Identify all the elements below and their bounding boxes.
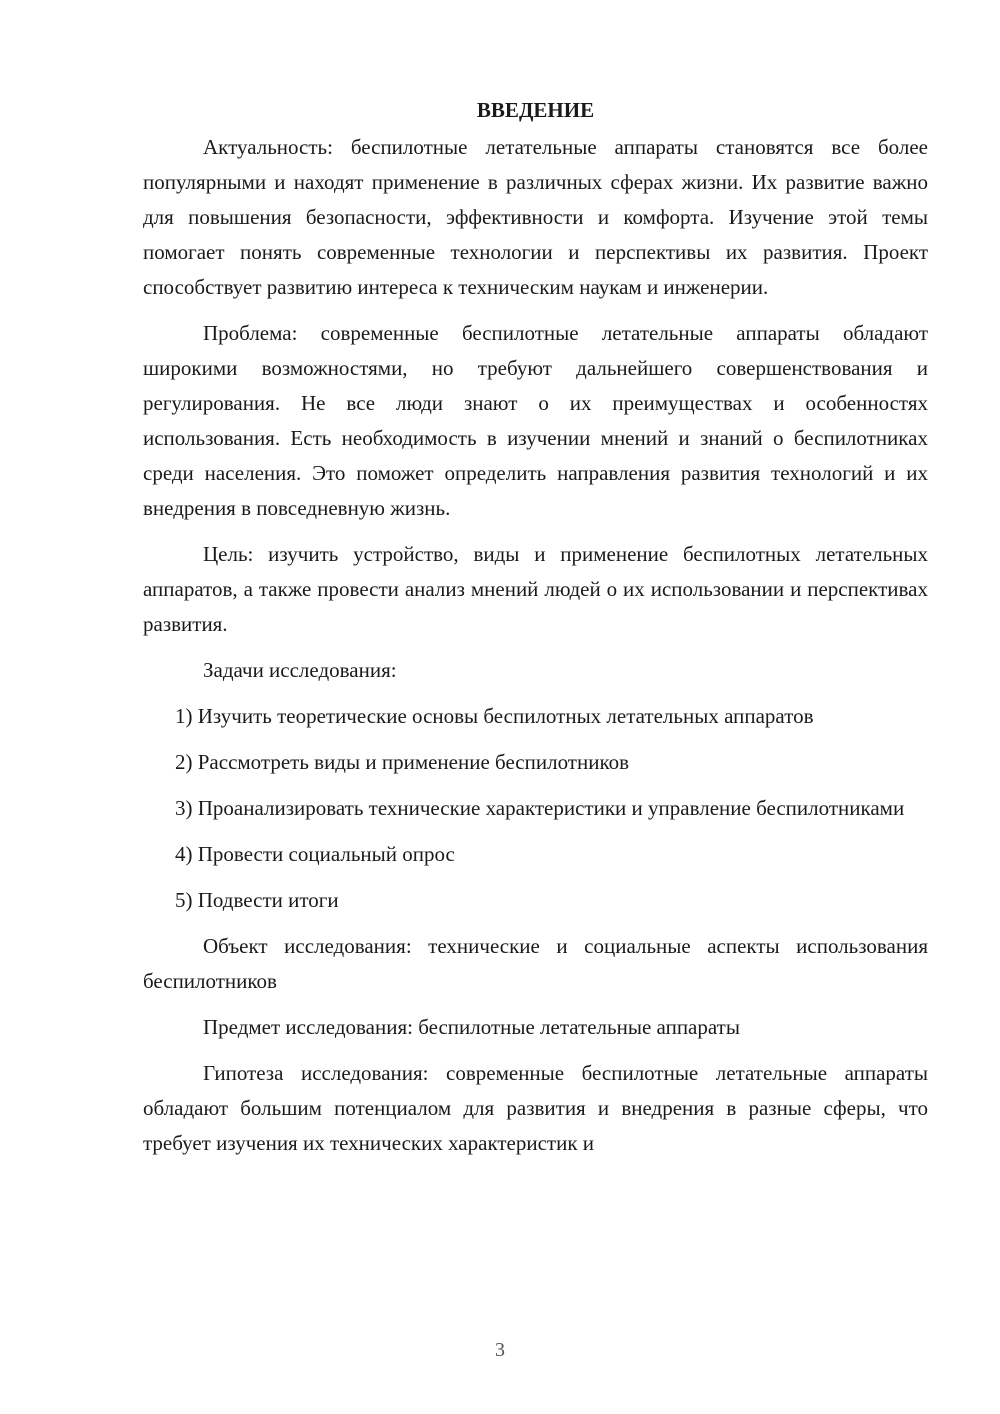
- tasks-intro-paragraph: Задачи исследования:: [203, 658, 397, 682]
- task-item-4: 4) Провести социальный опрос: [175, 842, 455, 866]
- subject-paragraph: Предмет исследования: беспилотные летательные аппараты: [203, 1015, 740, 1039]
- problem-paragraph: Проблема: современные беспилотные летательные аппараты обладают широкими возможностями, но требуют дальнейшего совершенствования и регулирования. Не все люди знают о их преимуществах и особенностях использования. Есть необходимость в изучении мнений и знаний о беспилотниках среди населения. Это поможет определить направления развития технологий и их внедрения в повседневную жизнь.: [143, 321, 928, 520]
- hypothesis-paragraph: Гипотеза исследования: современные беспилотные летательные аппараты обладают большим потенциалом для развития и внедрения в разные сферы, что требует изучения их технических характеристик и: [143, 1061, 928, 1155]
- relevance-paragraph: Актуальность: беспилотные летательные аппараты становятся все более популярными и находят применение в различных сферах жизни. Их развитие важно для повышения безопасности, эффективности и комфорта. Изучение этой темы помогает понять современные технологии и перспективы их развития. Проект способствует развитию интереса к техническим наукам и инженерии.: [143, 135, 928, 299]
- task-item-1: 1) Изучить теоретические основы беспилотных летательных аппаратов: [175, 704, 814, 728]
- goal-paragraph: Цель: изучить устройство, виды и применение беспилотных летательных аппаратов, а также провести анализ мнений людей о их использовании и перспективах развития.: [143, 542, 928, 636]
- page-content: [143, 93, 928, 1172]
- section-heading: ВВЕДЕНИЕ: [476, 98, 595, 122]
- page-number: 3: [495, 1339, 505, 1361]
- object-paragraph: Объект исследования: технические и социальные аспекты использования беспилотников: [143, 934, 928, 993]
- task-item-5: 5) Подвести итоги: [175, 888, 339, 912]
- task-item-2: 2) Рассмотреть виды и применение беспилотников: [175, 750, 629, 774]
- task-item-3: 3) Проанализировать технические характеристики и управление беспилотниками: [175, 796, 905, 820]
